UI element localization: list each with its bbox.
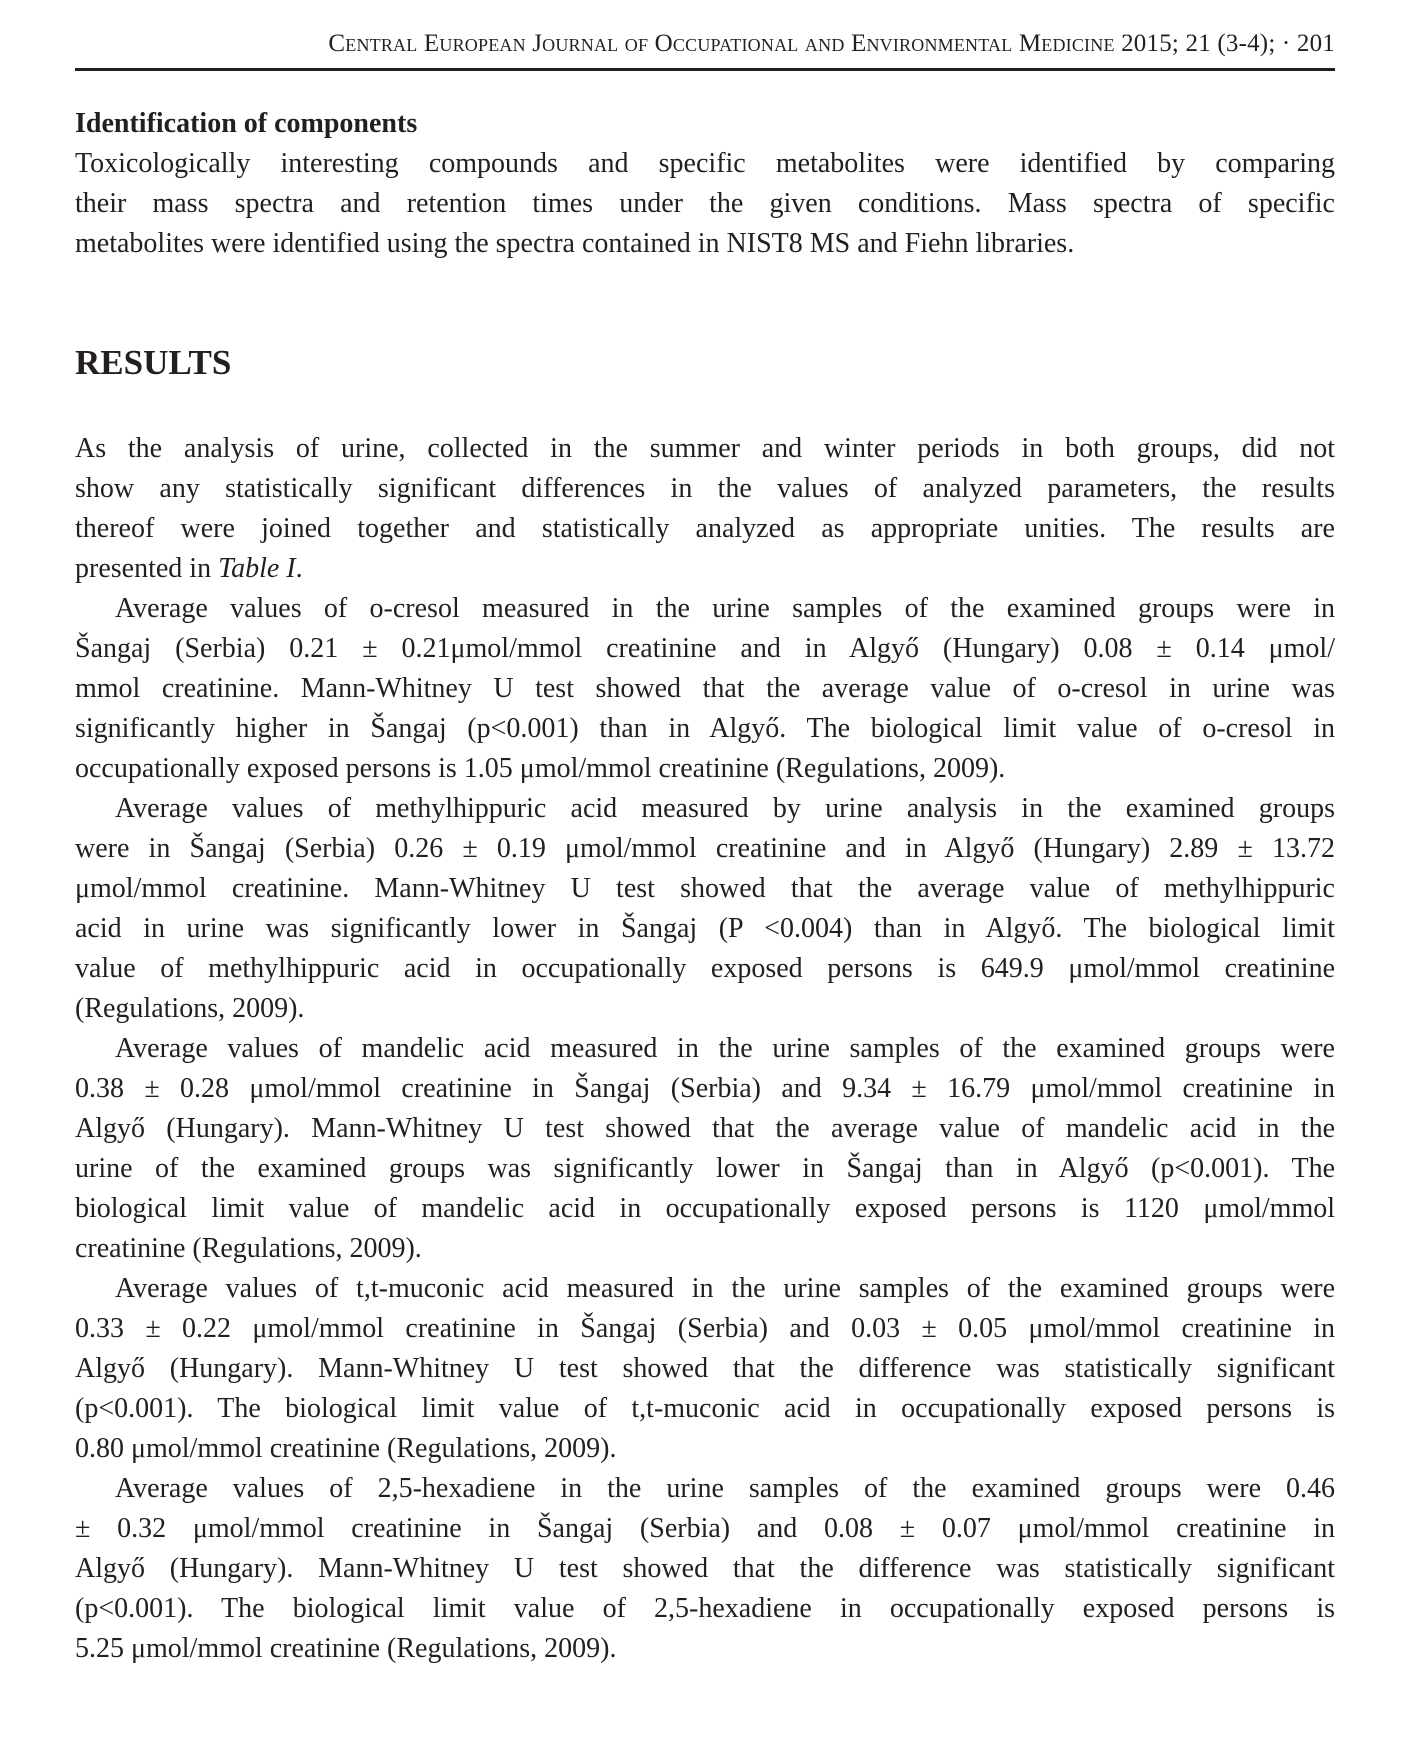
identification-paragraph (75, 144, 1335, 264)
text-line: metabolites were identified using the spectra contained in NIST8 MS and Fiehn libraries. (75, 228, 1075, 259)
text-line: Šangaj (Serbia) 0.21 ± 0.21μmol/mmol creatinine and in Algyő (Hungary) 0.08 ± 0.14 μmol/ (75, 633, 1335, 664)
running-head: Central European Journal of Occupational and Environmental Medicine 2015; 21 (3-4); · 201 (328, 30, 1335, 57)
hexadiene-paragraph (75, 1469, 1335, 1669)
text-line: acid in urine was significantly lower in Šangaj (P <0.004) than in Algyő. The biological limit (75, 913, 1335, 944)
text-line: 5.25 μmol/mmol creatinine (Regulations, 2009). (75, 1633, 617, 1664)
text-line: Average values of o-cresol measured in the urine samples of the examined groups were in (115, 593, 1335, 624)
text-line (75, 549, 1335, 589)
text-line: occupationally exposed persons is 1.05 μmol/mmol creatinine (Regulations, 2009). (75, 753, 1006, 784)
subsection-heading: Identification of components (75, 108, 418, 139)
text-line: Average values of methylhippuric acid measured by urine analysis in the examined groups (115, 793, 1335, 824)
text-line: value of methylhippuric acid in occupationally exposed persons is 649.9 μmol/mmol creatinine (75, 953, 1335, 984)
text-line: 0.38 ± 0.28 μmol/mmol creatinine in Šangaj (Serbia) and 9.34 ± 16.79 μmol/mmol creatinine in (75, 1073, 1335, 1104)
text-line: urine of the examined groups was significantly lower in Šangaj than in Algyő (p<0.001). The (75, 1153, 1335, 1184)
text-line: Algyő (Hungary). Mann-Whitney U test showed that the difference was statistically significant (75, 1553, 1335, 1584)
text-run: . (295, 553, 303, 584)
section-heading-results: RESULTS (75, 343, 232, 382)
table-reference: Table I (218, 553, 296, 584)
text-line: Algyő (Hungary). Mann-Whitney U test showed that the average value of mandelic acid in the (75, 1113, 1335, 1144)
text-line: (Regulations, 2009). (75, 993, 305, 1024)
text-line: Average values of 2,5-hexadiene in the urine samples of the examined groups were 0.46 (115, 1473, 1335, 1504)
text-run: presented in (75, 553, 219, 584)
mandelic-paragraph (75, 1029, 1335, 1269)
methylhippuric-paragraph (75, 789, 1335, 1029)
o-cresol-paragraph (75, 589, 1335, 789)
text-line: 0.80 μmol/mmol creatinine (Regulations, 2009). (75, 1433, 617, 1464)
text-line: Average values of mandelic acid measured in the urine samples of the examined groups were (115, 1033, 1335, 1064)
text-line: Algyő (Hungary). Mann-Whitney U test showed that the difference was statistically significant (75, 1353, 1335, 1384)
text-line: thereof were joined together and statistically analyzed as appropriate unities. The results are (75, 513, 1335, 544)
header-rule (75, 68, 1335, 71)
text-line: μmol/mmol creatinine. Mann-Whitney U test showed that the average value of methylhippuric (75, 873, 1335, 904)
text-line: ± 0.32 μmol/mmol creatinine in Šangaj (Serbia) and 0.08 ± 0.07 μmol/mmol creatinine in (75, 1513, 1335, 1544)
text-line: (p<0.001). The biological limit value of 2,5-hexadiene in occupationally exposed persons is (75, 1593, 1335, 1624)
text-line: were in Šangaj (Serbia) 0.26 ± 0.19 μmol/mmol creatinine and in Algyő (Hungary) 2.89 ± 13.72 (75, 833, 1335, 864)
text-line: As the analysis of urine, collected in the summer and winter periods in both groups, did not (75, 433, 1335, 464)
text-line: significantly higher in Šangaj (p<0.001) than in Algyő. The biological limit value of o-cresol in (75, 713, 1335, 744)
text-line: their mass spectra and retention times under the given conditions. Mass spectra of specific (75, 188, 1335, 219)
text-line: show any statistically significant differences in the values of analyzed parameters, the results (75, 473, 1335, 504)
muconic-paragraph (75, 1269, 1335, 1469)
text-line: mmol creatinine. Mann-Whitney U test showed that the average value of o-cresol in urine was (75, 673, 1335, 704)
text-line: creatinine (Regulations, 2009). (75, 1233, 422, 1264)
results-intro-paragraph (75, 429, 1335, 589)
text-line: 0.33 ± 0.22 μmol/mmol creatinine in Šangaj (Serbia) and 0.03 ± 0.05 μmol/mmol creatinine in (75, 1313, 1335, 1344)
text-line: Toxicologically interesting compounds and specific metabolites were identified by comparing (75, 148, 1335, 179)
text-line: (p<0.001). The biological limit value of t,t-muconic acid in occupationally exposed persons is (75, 1393, 1335, 1424)
text-line: biological limit value of mandelic acid in occupationally exposed persons is 1120 μmol/mmol (75, 1193, 1335, 1224)
text-line: Average values of t,t-muconic acid measured in the urine samples of the examined groups were (115, 1273, 1335, 1304)
